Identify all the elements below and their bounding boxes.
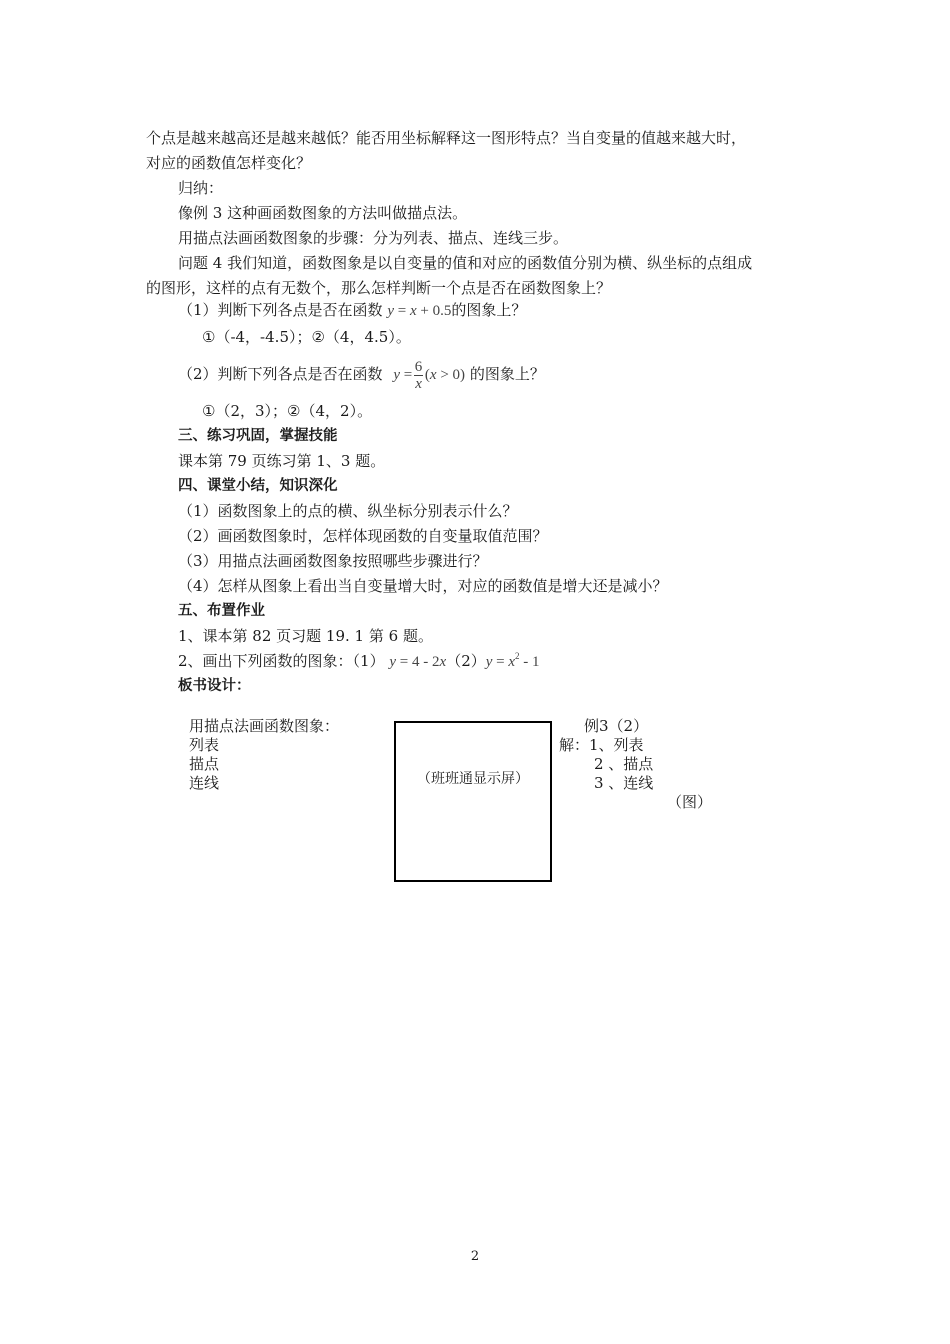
hw2-eq2-exponent: 2 (515, 651, 520, 661)
intro-line-2: 对应的函数值怎样变化？ (146, 154, 312, 172)
hw2-prefix: 2、画出下列函数的图象：（1） (178, 652, 385, 670)
intro-line-1: 个点是越来越高还是越来越低？能否用坐标解释这一图形特点？当自变量的值越来越大时， (146, 129, 747, 147)
summary-line-1: 像例 3 这种画函数图象的方法叫做描点法。 (178, 204, 468, 222)
summary-item-3: （3）用描点法画函数图象按照哪些步骤进行？ (178, 552, 488, 570)
homework-2 (178, 651, 540, 672)
board-left-item-2: 描点 (189, 755, 220, 773)
sub1-prefix: （1）判断下列各点是否在函数 (178, 301, 383, 319)
sub1-eq-equals: = (394, 303, 410, 319)
hw2-eq1-rest: = 4 - 2 (396, 654, 440, 670)
sub2-suffix: 的图象上？ (469, 365, 545, 383)
display-screen-box (394, 721, 552, 882)
hw2-eq1-y: y (389, 654, 397, 670)
board-right-figure: （图） (667, 793, 713, 811)
board-right-step-2: 2 、描点 (594, 755, 654, 773)
sub2-cond-rest: > 0) (436, 367, 466, 383)
summary-item-2: （2）画函数图象时，怎样体现函数的自变量取值范围？ (178, 527, 548, 545)
board-heading: 板书设计： (178, 678, 251, 694)
sub1-eq-rest: + 0.5 (416, 303, 452, 319)
question4-line-2: 的图形，这样的点有无数个，那么怎样判断一个点是否在函数图象上？ (146, 279, 612, 297)
board-right-title: 例3（2） (584, 717, 649, 735)
sub2-prefix: （2）判断下列各点是否在函数 (178, 365, 383, 383)
sub1-equation (387, 303, 451, 319)
sub2-equation (393, 358, 466, 392)
hw2-mid: （2） (446, 652, 486, 670)
section3-heading: 三、练习巩固，掌握技能 (178, 428, 338, 444)
section5-heading: 五、布置作业 (178, 603, 265, 619)
page-number: 2 (470, 1249, 480, 1264)
display-screen-label: （班班通显示屏） (417, 771, 529, 787)
hw2-eq2-rest: - 1 (519, 654, 540, 670)
summary-item-4: （4）怎样从图象上看出当自变量增大时，对应的函数值是增大还是减小？ (178, 577, 668, 595)
hw2-eq2-equals: = (492, 654, 509, 670)
sub1-eq-y: y (387, 303, 394, 319)
sub1-suffix: 的图象上？ (451, 301, 527, 319)
question4-line-1: 问题 4 我们知道，函数图象是以自变量的值和对应的函数值分别为横、纵坐标的点组成 (178, 254, 753, 272)
homework-1: 1、课本第 82 页习题 19. 1 第 6 题。 (178, 627, 433, 645)
sub2-eq-equals: = (400, 367, 413, 383)
sub2-fraction (414, 359, 423, 393)
sub2-cond-x: x (429, 367, 437, 383)
board-right-step-3: 3 、连线 (594, 774, 654, 792)
hw2-eq2-y: y (485, 654, 493, 670)
sub1-points: ①（-4，-4.5）；②（4，4.5）。 (202, 328, 411, 346)
summary-line-2: 用描点法画函数图象的步骤：分为列表、描点、连线三步。 (178, 229, 569, 247)
sub2-eq-y: y (393, 367, 400, 383)
sub-question-1 (178, 300, 526, 321)
board-left-item-3: 连线 (189, 774, 220, 792)
hw2-eq2-x: x (508, 654, 516, 670)
hw2-equation-2 (485, 651, 540, 670)
sub-question-2 (178, 354, 545, 394)
sub2-denominator: x (415, 375, 422, 392)
board-right-solve: 解：1、列表 (559, 736, 644, 754)
sub2-cond-open: ( (424, 367, 430, 383)
summary-item-1: （1）函数图象上的点的横、纵坐标分别表示什么？ (178, 502, 518, 520)
summary-label: 归纳： (178, 179, 224, 197)
hw2-eq1-x: x (439, 654, 447, 670)
sub1-eq-x: x (409, 303, 417, 319)
board-left-title: 用描点法画函数图象： (189, 717, 340, 735)
sub2-numerator: 6 (414, 358, 423, 375)
sub2-points: ①（2，3）；②（4，2）。 (202, 402, 373, 420)
hw2-equation-1 (389, 654, 446, 670)
section4-heading: 四、课堂小结，知识深化 (178, 478, 338, 494)
board-left-item-1: 列表 (189, 736, 220, 754)
section3-text: 课本第 79 页练习第 1、3 题。 (178, 452, 386, 470)
